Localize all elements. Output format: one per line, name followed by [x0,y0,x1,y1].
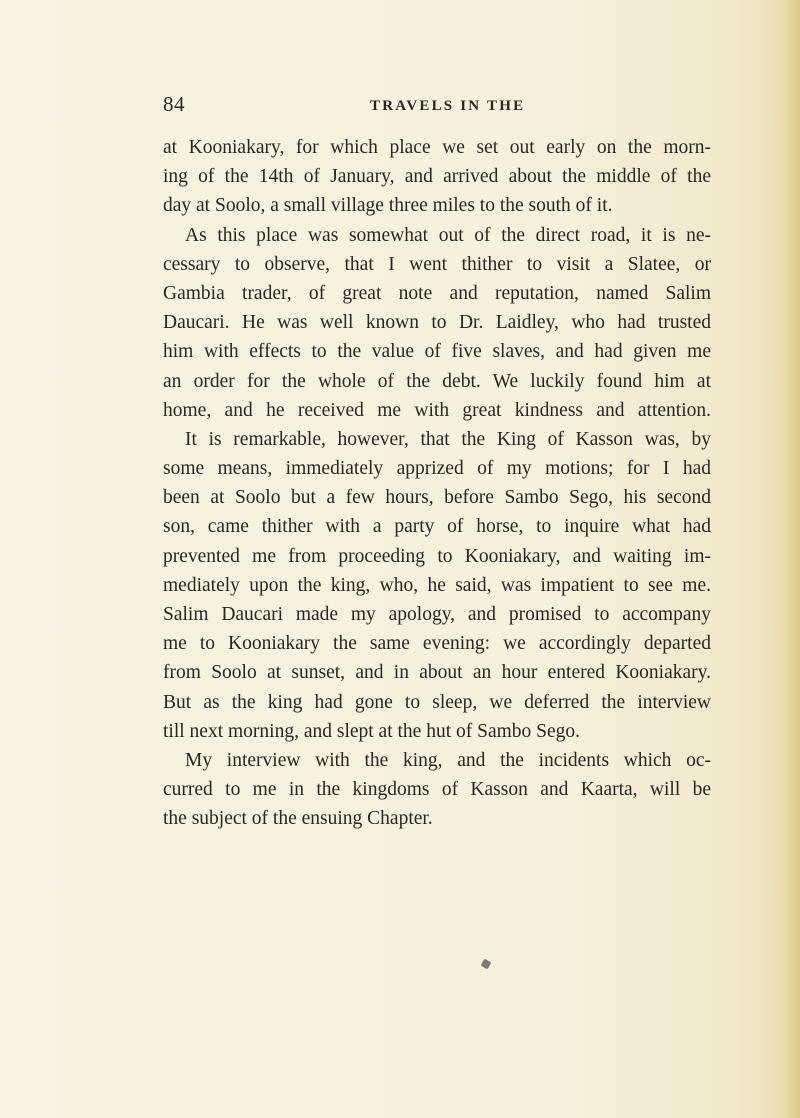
page-edge-shading [774,0,800,1118]
text-line: Daucari. He was well known to Dr. Laidley, who had trusted [163,312,711,334]
text-line: been at Soolo but a few hours, before Sambo Sego, his second [163,487,711,509]
paragraph-first-line: It is remarkable, however, that the King of Kasson was, by [185,428,711,450]
text-line: son, came thither with a party of horse, to inquire what had [163,516,711,538]
ink-smudge [481,959,492,970]
text-line: me to Kooniakary the same evening: we accordingly departed [163,633,711,655]
text-line: till next morning, and slept at the hut of Sambo Sego. [163,720,581,742]
running-title: TRAVELS IN THE [370,98,526,114]
page-number: 84 [163,92,185,116]
text-line: ing of the 14th of January, and arrived about the middle of the [163,166,711,188]
text-line: mediately upon the king, who, he said, was impatient to see me. [163,574,711,596]
text-line: him with effects to the value of five slaves, and had given me [163,341,711,363]
text-line: curred to me in the kingdoms of Kasson and Kaarta, will be [163,779,711,801]
paragraph-first-line: As this place was somewhat out of the direct road, it is ne- [185,224,711,246]
text-line: at Kooniakary, for which place we set out early on the morn- [163,137,711,158]
paragraph-first-line: My interview with the king, and the incidents which oc- [185,749,711,771]
text-line: home, and he received me with great kindness and attention. [163,399,711,421]
text-line: But as the king had gone to sleep, we deferred the interview [163,691,711,713]
text-line: Gambia trader, of great note and reputation, named Salim [163,282,711,304]
body-text [163,133,711,834]
text-line: day at Soolo, a small village three miles to the south of it. [163,195,613,217]
text-line: prevented me from proceeding to Kooniakary, and waiting im- [163,545,711,567]
text-line: the subject of the ensuing Chapter. [163,808,433,830]
text-line: cessary to observe, that I went thither to visit a Slatee, or [163,253,711,275]
text-line: an order for the whole of the debt. We luckily found him at [163,370,711,392]
text-line: some means, immediately apprized of my motions; for I had [163,458,711,480]
text-line: from Soolo at sunset, and in about an hour entered Kooniakary. [163,662,711,684]
running-header [0,92,800,122]
text-line: Salim Daucari made my apology, and promised to accompany [163,604,711,625]
